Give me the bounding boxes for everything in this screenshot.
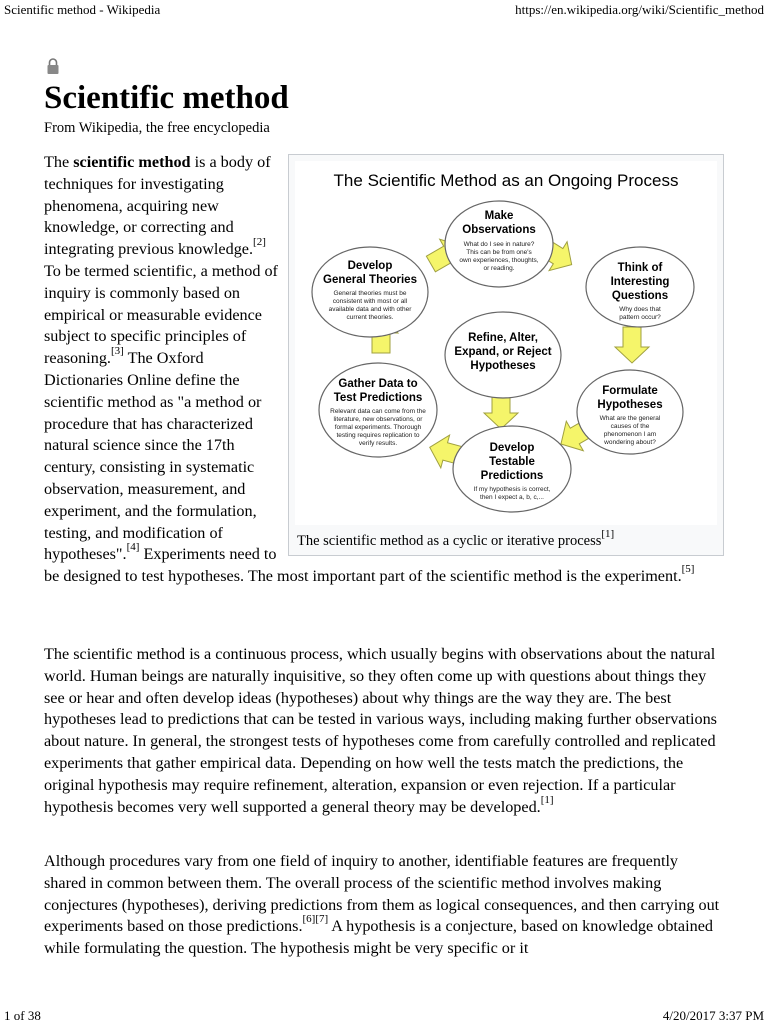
theories-desc-3: available data and with other <box>328 306 412 313</box>
intro-text-2: To be termed scientific, a method of inquiry is commonly based on empirical or measurable evidence subject to specific principles of reasoning. <box>44 261 278 368</box>
page-subtitle: From Wikipedia, the free encyclopedia <box>44 120 270 136</box>
paragraph-3 <box>44 851 724 960</box>
intro-the: The <box>44 153 74 171</box>
hypotheses-title-2: Hypotheses <box>597 399 663 411</box>
citation-5[interactable]: [5] <box>681 563 695 576</box>
arrow-questions-to-hypotheses <box>615 327 649 363</box>
observe-desc-3: own experiences, thoughts, <box>459 257 539 264</box>
citation-1[interactable]: [1] <box>540 793 554 806</box>
questions-desc-1: Why does that <box>619 306 661 313</box>
browser-tab-title: Scientific method - Wikipedia <box>4 2 161 17</box>
paragraph-2 <box>44 644 724 818</box>
gather-desc-3: formal experiments. Thorough <box>334 424 422 431</box>
figure-thumbnail[interactable] <box>288 154 724 556</box>
lock-icon <box>46 57 60 75</box>
hypotheses-desc-2: causes of the <box>610 423 650 430</box>
refine-title-1: Refine, Alter, <box>468 332 538 344</box>
refine-title-2: Expand, or Reject <box>454 346 552 358</box>
page-url[interactable]: https://en.wikipedia.org/wiki/Scientific_method <box>515 2 764 17</box>
paragraph-3-text-1: Although procedures vary from one field of inquiry to another, identifiable features are frequently shared in common between them. The overall process of the scientific method involves making conjectures (hypotheses), deriving predictions from them as logical consequences, and then carrying out experiments based on those predictions. <box>44 852 720 936</box>
theories-title-2: General Theories <box>323 274 417 286</box>
questions-title-2: Interesting <box>610 276 670 288</box>
figure-caption <box>297 528 615 553</box>
questions-title-3: Questions <box>611 290 669 302</box>
predictions-title-3: Predictions <box>480 470 544 482</box>
theories-desc-1: General theories must be <box>333 290 407 297</box>
predictions-desc-2: then I expect a, b, c,... <box>480 494 544 501</box>
predictions-title-2: Testable <box>489 456 535 468</box>
hypotheses-desc-3: phenomenon I am <box>603 431 657 438</box>
theories-title-1: Develop <box>347 260 393 272</box>
print-datetime: 4/20/2017 3:37 PM <box>662 1008 764 1023</box>
citation-7[interactable]: [7] <box>315 913 329 926</box>
predictions-title-1: Develop <box>489 442 535 454</box>
gather-desc-5: verify results. <box>358 440 398 447</box>
theories-desc-4: current theories. <box>346 314 394 321</box>
hypotheses-desc-1: What are the general <box>599 415 661 422</box>
caption-text: The scientific method as a cyclic or iterative process <box>297 533 602 549</box>
observe-title-2: Observations <box>462 224 536 236</box>
citation-3[interactable]: [3] <box>110 345 124 358</box>
observe-title-1: Make <box>484 210 514 222</box>
page-title: Scientific method <box>44 80 289 116</box>
paragraph-2-text: The scientific method is a continuous process, which usually begins with observations about the natural world. Human beings are naturally inquisitive, so they often come up with questions about things they see or hear and often develop ideas (hypotheses) about why things are the way they are. The best hypotheses lead to predictions that can be tested in various ways, including making further observations about nature. In general, the strongest tests of hypotheses come from carefully controlled and replicated experiments that gather empirical data. Depending on how well the tests match the predictions, the original hypothesis may require refinement, alteration, expansion or even rejection. If a particular hypothesis becomes very well supported a general theory may be developed. <box>44 645 717 816</box>
intro-bold-term: scientific method <box>73 153 191 171</box>
questions-title-1: Think of <box>617 262 663 274</box>
refine-title-3: Hypotheses <box>470 360 536 372</box>
hypotheses-desc-4: wondering about? <box>604 439 656 446</box>
gather-desc-2: literature, new observations, or <box>333 416 423 423</box>
intro-text-1: is a body of techniques for investigating phenomena, acquiring new knowledge, or correcting and integrating previous knowledge. <box>44 153 271 259</box>
observe-desc-1: What do I see in nature? <box>463 241 535 248</box>
observe-desc-2: This can be from one's <box>466 249 532 256</box>
predictions-desc-1: If my hypothesis is correct, <box>473 486 551 493</box>
gather-title-1: Gather Data to <box>338 378 418 390</box>
citation-4[interactable]: [4] <box>126 541 140 554</box>
page-count: 1 of 38 <box>4 1008 41 1023</box>
intro-text-3: The Oxford Dictionaries Online define the scientific method as "a method or procedure that has characterized natural science since the 17th century, consisting in systematic observation, measurement, and experiment, and the formulation, testing, and modification of hypotheses". <box>44 349 262 564</box>
scientific-method-diagram[interactable] <box>295 161 717 525</box>
intro-paragraph <box>44 152 724 588</box>
observe-desc-4: or reading. <box>483 265 515 272</box>
intro-text-4: Experiments need to be designed to test hypotheses. The most important part of the scientific method is the experiment. <box>44 545 682 586</box>
theories-desc-2: consistent with most or all <box>332 298 408 305</box>
hypotheses-title-1: Formulate <box>602 385 658 397</box>
gather-title-2: Test Predictions <box>333 392 423 404</box>
citation-2[interactable]: [2] <box>253 236 266 249</box>
paragraph-3-text-2: A hypothesis is a conjecture, based on knowledge obtained while formulating the question. The hypothesis might be very specific or it <box>44 917 713 958</box>
citation-6[interactable]: [6] <box>302 913 316 926</box>
diagram-title: The Scientific Method as an Ongoing Process <box>333 171 679 190</box>
questions-desc-2: pattern occur? <box>619 314 661 321</box>
gather-desc-4: testing requires replication to <box>336 432 420 439</box>
caption-citation[interactable]: [1] <box>601 528 615 540</box>
gather-desc-1: Relevant data can come from the <box>330 408 426 415</box>
